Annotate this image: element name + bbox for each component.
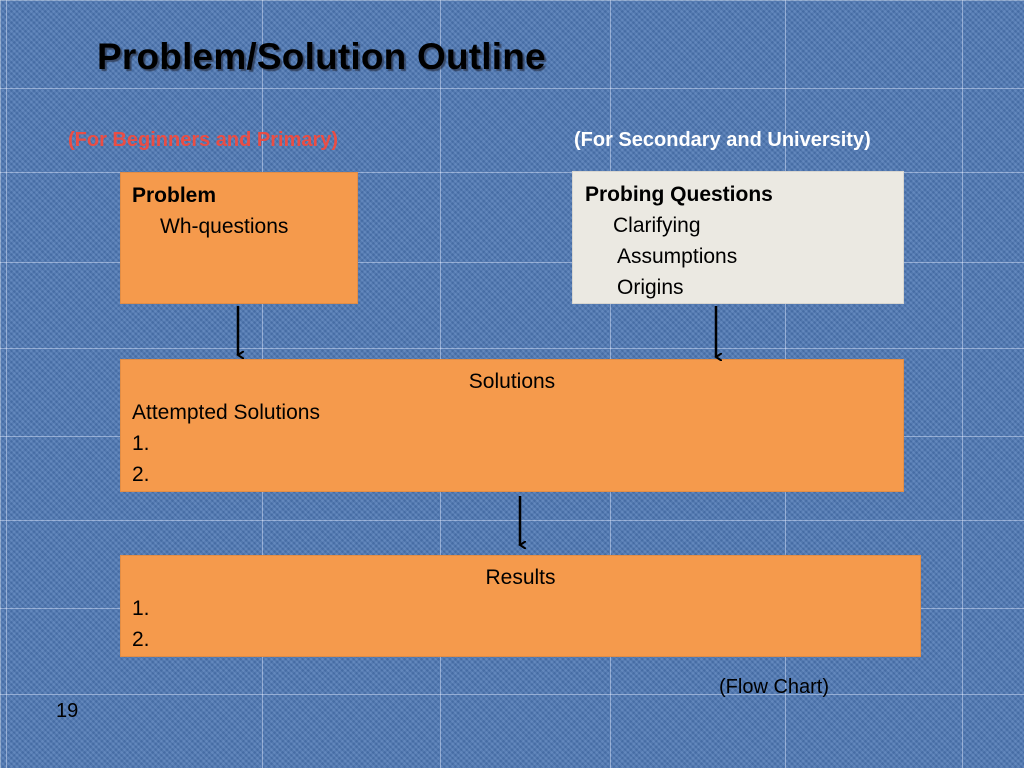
results-heading: Results	[485, 566, 556, 589]
solutions-box	[120, 359, 904, 492]
slide-title: Problem/Solution Outline	[97, 36, 546, 77]
probing-item: Assumptions	[617, 245, 738, 268]
probing-questions-box	[572, 171, 904, 304]
solutions-line: Attempted Solutions	[132, 401, 320, 424]
solutions-heading: Solutions	[468, 370, 556, 393]
results-line: 1.	[132, 597, 150, 620]
flow-chart-caption: (Flow Chart)	[719, 676, 830, 698]
subtitle-beginners: (For Beginners and Primary)	[68, 129, 339, 151]
page-number: 19	[56, 700, 79, 722]
background-seam	[0, 520, 1024, 521]
solutions-line: 1.	[132, 432, 150, 455]
problem-box	[120, 172, 358, 304]
problem-heading: Problem	[132, 184, 217, 207]
background-seam	[0, 348, 1024, 349]
background-seam	[962, 0, 963, 768]
probing-heading: Probing Questions	[585, 183, 773, 206]
solutions-line: 2.	[132, 463, 150, 486]
subtitle-secondary: (For Secondary and University)	[574, 129, 871, 151]
results-box	[120, 555, 921, 657]
results-line: 2.	[132, 628, 150, 651]
background-seam	[6, 0, 7, 768]
probing-item: Clarifying	[613, 214, 701, 237]
background-seam	[0, 88, 1024, 89]
probing-item: Origins	[617, 276, 684, 299]
background-seam	[0, 694, 1024, 695]
problem-item: Wh-questions	[160, 215, 289, 238]
